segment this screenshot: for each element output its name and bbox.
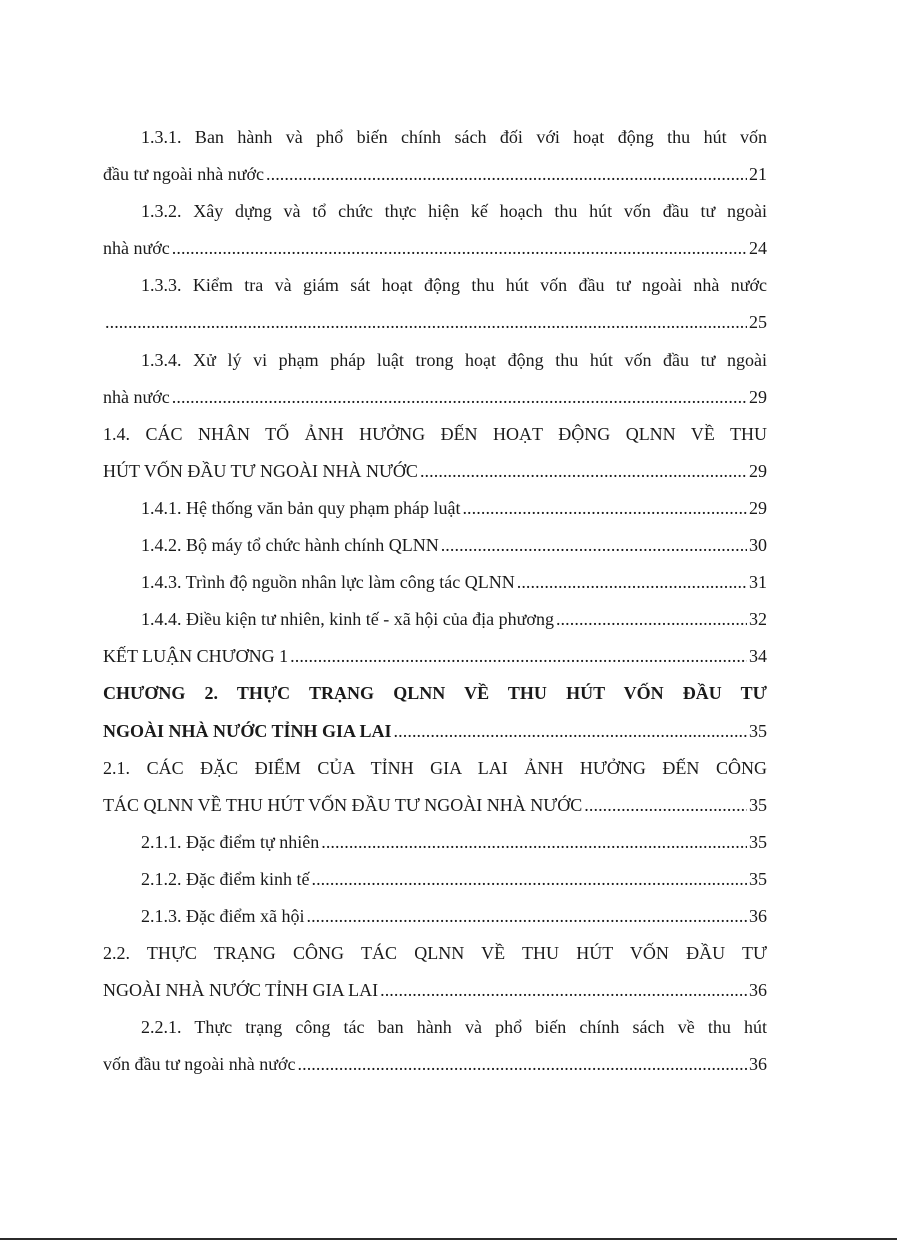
toc-entry-text: 2.1.1. Đặc điểm tự nhiên	[141, 831, 320, 852]
toc-section-2-2-line1: 2.2. THỰC TRẠNG CÔNG TÁC QLNN VỀ THU HÚT VỐN ĐẦU TƯ	[103, 943, 767, 964]
page-number: 35	[749, 720, 767, 741]
page-number: 29	[749, 386, 767, 407]
leader-dots	[420, 453, 747, 490]
page-number: 36	[749, 1054, 767, 1075]
page-number: 35	[749, 794, 767, 815]
leader-dots	[462, 490, 747, 527]
leader-dots	[380, 972, 747, 1009]
toc-entry-text: KẾT LUẬN CHƯƠNG 1	[103, 646, 289, 667]
toc-entry-text: nhà nước	[103, 238, 170, 259]
toc-entry-text: TÁC QLNN VỀ THU HÚT VỐN ĐẦU TƯ NGOÀI NHÀ NƯỚC	[103, 794, 583, 815]
page-number: 31	[749, 572, 767, 593]
toc-entry-1-4-4	[103, 601, 767, 638]
leader-dots	[172, 230, 747, 267]
toc-entry-1-3-1-line2	[103, 156, 767, 193]
toc-entry-text: NGOÀI NHÀ NƯỚC TỈNH GIA LAI	[103, 980, 379, 1001]
toc-entry-1-3-3-line2	[103, 304, 767, 341]
leader-dots	[556, 601, 747, 638]
toc-entry-1-4-3	[103, 564, 767, 601]
toc-entry-1-4-1	[103, 490, 767, 527]
toc-entry-text: vốn đầu tư ngoài nhà nước	[103, 1054, 296, 1075]
table-of-contents	[103, 119, 767, 1083]
toc-entry-1-3-2-line2	[103, 230, 767, 267]
leader-dots	[394, 713, 747, 750]
toc-section-1-4-line1: 1.4. CÁC NHÂN TỐ ẢNH HƯỞNG ĐẾN HOẠT ĐỘNG QLNN VỀ THU	[103, 423, 767, 444]
toc-entry-2-2-1-line2	[103, 1046, 767, 1083]
leader-dots	[290, 638, 747, 675]
toc-entry-2-2-1-line1: 2.2.1. Thực trạng công tác ban hành và phổ biến chính sách về thu hút	[141, 1017, 767, 1038]
page-number: 36	[749, 980, 767, 1001]
toc-entry-text: 1.4.1. Hệ thống văn bản quy phạm pháp luật	[141, 497, 461, 518]
page-number: 35	[749, 831, 767, 852]
toc-entry-1-3-4-line1: 1.3.4. Xử lý vi phạm pháp luật trong hoạt động thu hút vốn đầu tư ngoài	[141, 349, 767, 370]
page-number: 35	[749, 868, 767, 889]
leader-dots	[266, 156, 747, 193]
page-number: 30	[749, 535, 767, 556]
leader-dots	[584, 787, 747, 824]
toc-entry-1-3-1-line1: 1.3.1. Ban hành và phổ biến chính sách đối với hoạt động thu hút vốn	[141, 127, 767, 147]
toc-entry-text: 1.4.3. Trình độ nguồn nhân lực làm công tác QLNN	[141, 572, 515, 593]
page-number: 24	[749, 238, 767, 259]
toc-section-1-4-line2	[103, 453, 767, 490]
leader-dots	[172, 379, 747, 416]
leader-dots	[321, 824, 747, 861]
page-bottom-rule	[0, 1238, 897, 1240]
toc-entry-1-3-4-line2	[103, 379, 767, 416]
toc-entry-text: 2.1.3. Đặc điểm xã hội	[141, 905, 305, 926]
page-number: 36	[749, 905, 767, 926]
toc-entry-text: nhà nước	[103, 386, 170, 407]
toc-conclusion-chapter-1	[103, 638, 767, 675]
toc-entry-text: 1.4.4. Điều kiện tư nhiên, kinh tế - xã hội của địa phương	[141, 609, 554, 630]
page-number: 29	[749, 460, 767, 481]
toc-entry-text: 1.4.2. Bộ máy tổ chức hành chính QLNN	[141, 535, 439, 556]
leader-dots	[306, 898, 747, 935]
leader-dots	[105, 304, 747, 341]
leader-dots	[311, 861, 747, 898]
toc-entry-2-1-2	[103, 861, 767, 898]
toc-entry-1-3-3-line1: 1.3.3. Kiểm tra và giám sát hoạt động thu hút vốn đầu tư ngoài nhà nước	[141, 275, 767, 296]
leader-dots	[441, 527, 747, 564]
toc-entry-text: NGOÀI NHÀ NƯỚC TỈNH GIA LAI	[103, 720, 392, 741]
leader-dots	[517, 564, 747, 601]
toc-entry-2-1-3	[103, 898, 767, 935]
toc-entry-1-4-2	[103, 527, 767, 564]
toc-section-2-1-line2	[103, 787, 767, 824]
page-number: 34	[749, 646, 767, 667]
toc-entry-2-1-1	[103, 824, 767, 861]
toc-entry-text: HÚT VỐN ĐẦU TƯ NGOÀI NHÀ NƯỚC	[103, 460, 418, 481]
toc-entry-text: 2.1.2. Đặc điểm kinh tế	[141, 868, 310, 889]
toc-entry-text: đầu tư ngoài nhà nước	[103, 164, 264, 185]
toc-entry-1-3-2-line1: 1.3.2. Xây dựng và tổ chức thực hiện kế hoạch thu hút vốn đầu tư ngoài	[141, 201, 767, 222]
toc-section-2-1-line1: 2.1. CÁC ĐẶC ĐIỂM CỦA TỈNH GIA LAI ẢNH HƯỞNG ĐẾN CÔNG	[103, 757, 767, 778]
page-number: 21	[749, 164, 767, 185]
leader-dots	[298, 1046, 748, 1083]
page-number: 32	[749, 609, 767, 630]
toc-chapter-2-line2	[103, 713, 767, 750]
toc-chapter-2-line1: CHƯƠNG 2. THỰC TRẠNG QLNN VỀ THU HÚT VỐN ĐẦU TƯ	[103, 683, 767, 704]
page-number: 29	[749, 497, 767, 518]
toc-section-2-2-line2	[103, 972, 767, 1009]
page-number: 25	[749, 312, 767, 333]
